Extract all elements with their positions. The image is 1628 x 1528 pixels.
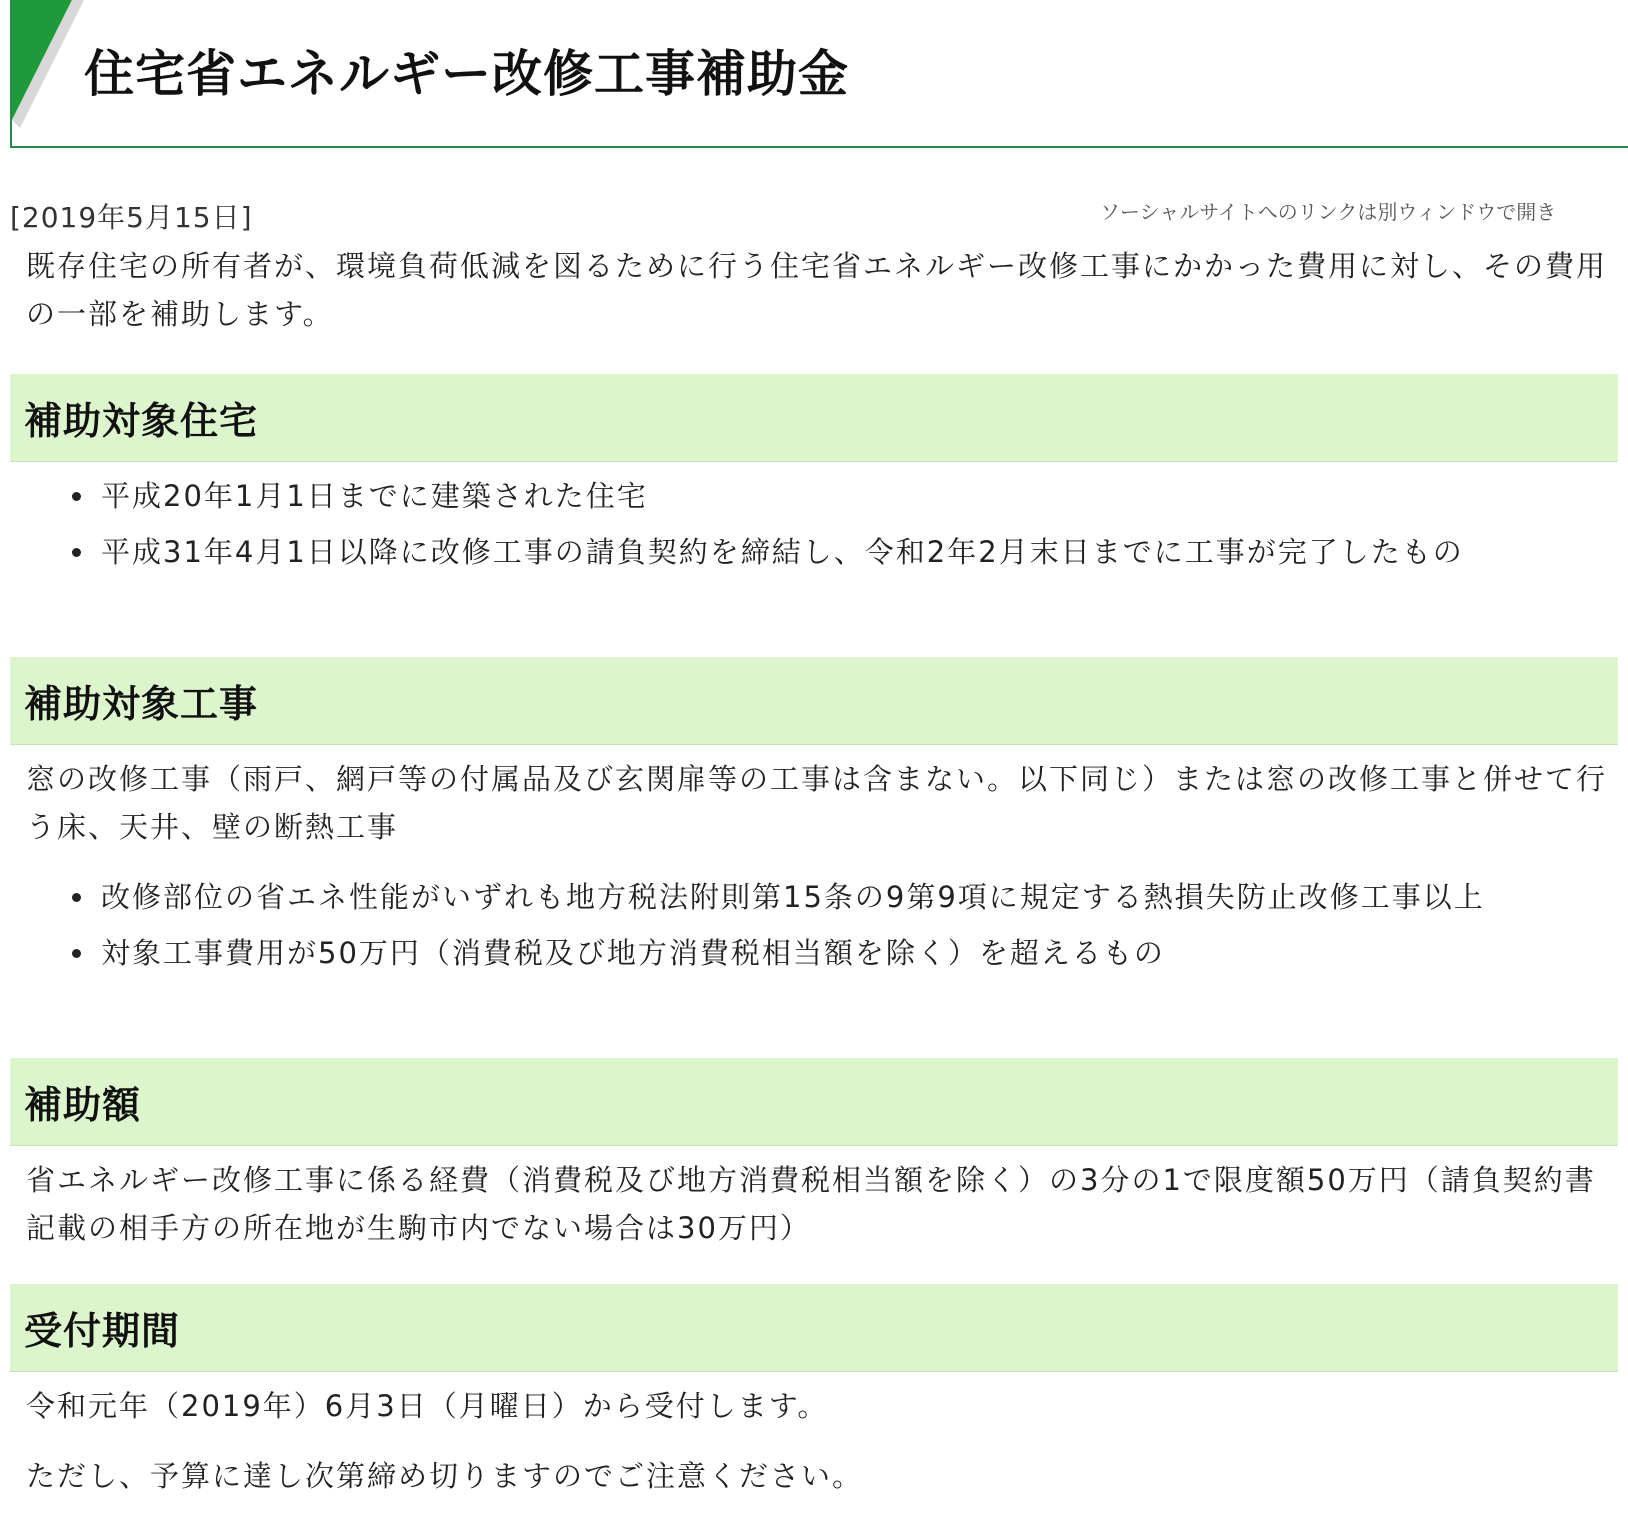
page-title-box bbox=[10, 0, 1628, 148]
bullet-list bbox=[10, 472, 1618, 576]
bullet-list bbox=[10, 873, 1618, 977]
section-eligible-work bbox=[10, 657, 1618, 977]
section-heading-box bbox=[10, 1058, 1618, 1146]
section-heading: 補助対象工事 bbox=[24, 682, 259, 726]
publish-date: [2019年5月15日] bbox=[10, 201, 253, 234]
social-link-note: ソーシャルサイトへのリンクは別ウィンドウで開き bbox=[1100, 200, 1557, 224]
intro-text: 既存住宅の所有者が、環境負荷低減を図るために行う住宅省エネルギー改修工事にかかった費用に対し、その費用の一部を補助します。 bbox=[26, 249, 1608, 331]
section-heading-box bbox=[10, 1284, 1618, 1372]
list-item: 対象工事費用が50万円（消費税及び地方消費税相当額を除く）を超えるもの bbox=[10, 929, 1618, 977]
section-text: 令和元年（2019年）6月3日（月曜日）から受付します。 bbox=[26, 1389, 829, 1423]
section-heading: 受付期間 bbox=[24, 1309, 181, 1353]
list-item: 平成20年1月1日までに建築された住宅 bbox=[10, 472, 1618, 520]
bullet-icon bbox=[72, 893, 81, 902]
bullet-icon bbox=[72, 548, 81, 557]
title-corner-decoration bbox=[12, 0, 92, 148]
bullet-icon bbox=[72, 949, 81, 958]
bullet-icon bbox=[72, 492, 81, 501]
section-eligible-housing bbox=[10, 374, 1618, 576]
section-text: 窓の改修工事（雨戸、網戸等の付属品及び玄関扉等の工事は含まない。以下同じ）または窓の改修工事と併せて行う床、天井、壁の断熱工事 bbox=[26, 762, 1608, 844]
list-item: 改修部位の省エネ性能がいずれも地方税法附則第15条の9第9項に規定する熱損失防止改修工事以上 bbox=[10, 873, 1618, 921]
section-text: 省エネルギー改修工事に係る経費（消費税及び地方消費税相当額を除く）の3分の1で限度額50万円（請負契約書記載の相手方の所在地が生駒市内でない場合は30万円） bbox=[26, 1163, 1596, 1245]
section-heading-box bbox=[10, 657, 1618, 745]
page-title: 住宅省エネルギー改修工事補助金 bbox=[84, 45, 849, 103]
section-heading: 補助対象住宅 bbox=[24, 399, 259, 443]
section-application-period bbox=[10, 1284, 1618, 1500]
intro-block bbox=[10, 242, 1618, 338]
section-note: ただし、予算に達し次第締め切りますのでご注意ください。 bbox=[26, 1459, 864, 1493]
section-heading-box bbox=[10, 374, 1618, 462]
section-heading: 補助額 bbox=[24, 1083, 142, 1127]
section-subsidy-amount bbox=[10, 1058, 1618, 1252]
list-item: 平成31年4月1日以降に改修工事の請負契約を締結し、令和2年2月末日までに工事が完了したもの bbox=[10, 528, 1618, 576]
